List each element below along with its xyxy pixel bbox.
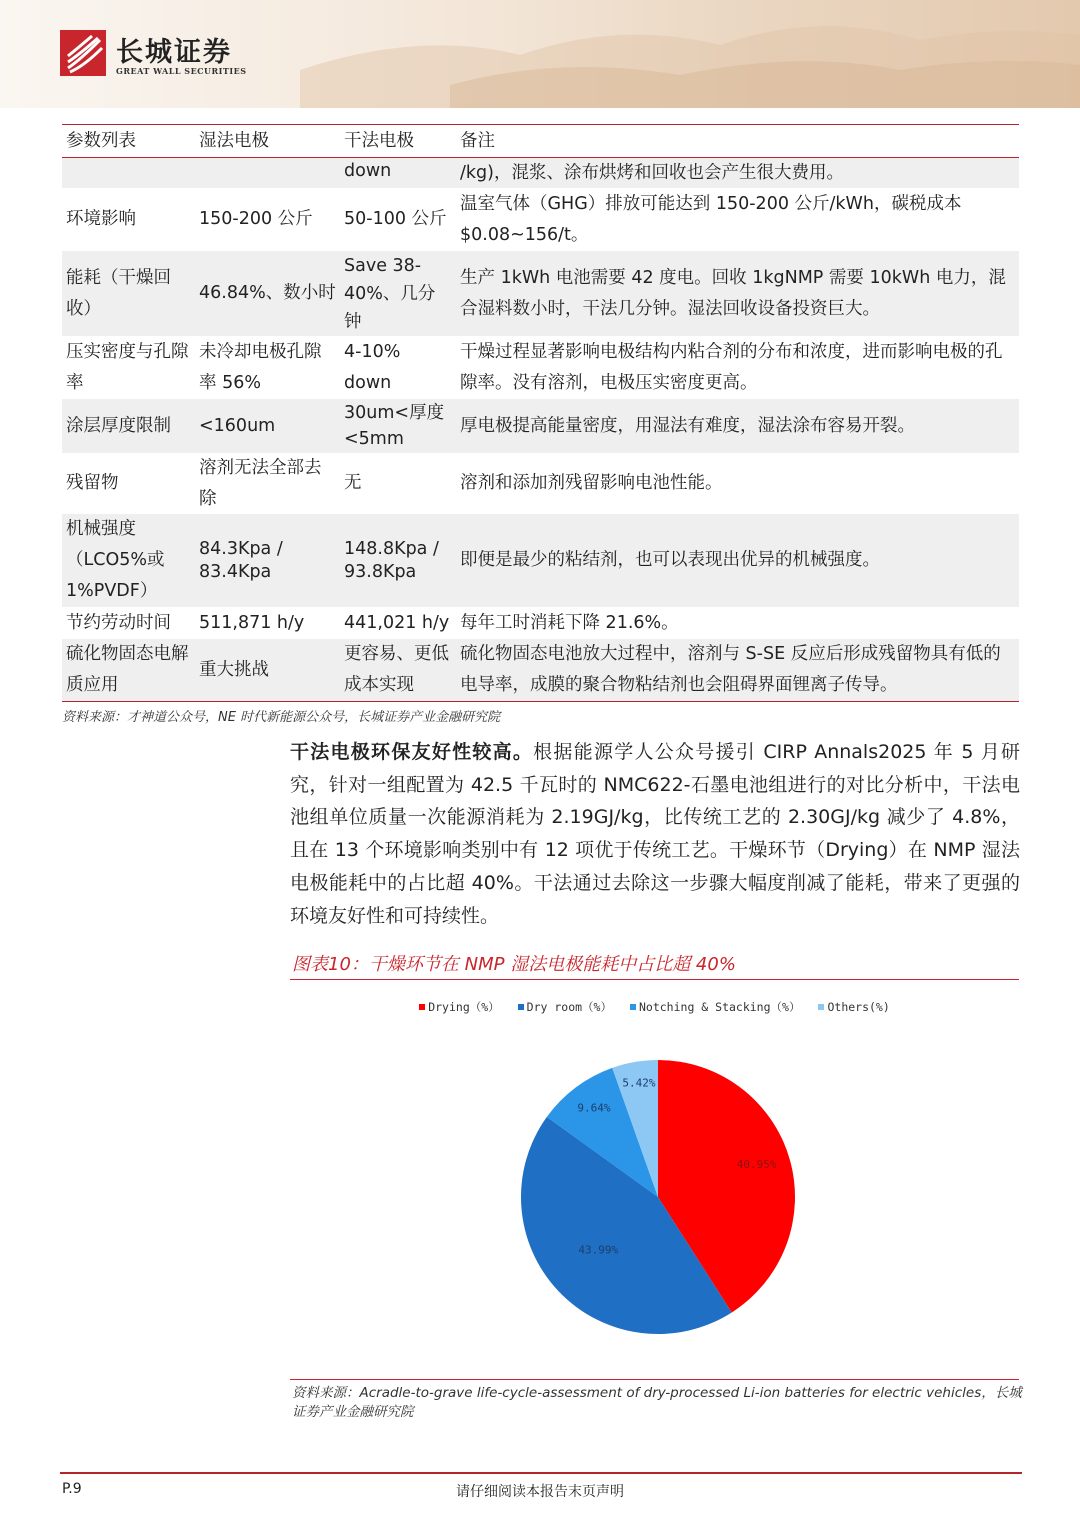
footer-disclaimer: 请仔细阅读本报告末页声明 — [456, 1484, 624, 1500]
legend-item-others — [818, 999, 889, 1015]
table-cell: 84.3Kpa / 83.4Kpa — [199, 538, 283, 582]
table-cell: 能耗（干燥回收） — [66, 267, 171, 319]
table-cell: 残留物 — [66, 473, 119, 493]
legend-swatch — [419, 1004, 425, 1010]
table-row — [62, 399, 1019, 453]
table-cell: 节约劳动时间 — [66, 612, 171, 633]
table-cell: 148.8Kpa / 93.8Kpa — [344, 538, 439, 582]
table-cell: 46.84%、数小时 — [199, 283, 336, 303]
figure-source-note: 资料来源：Acradle-to-grave life-cycle-assessment of dry-processed Li-ion batteries for electric vehicles，长城证券产业金融研究院 — [292, 1385, 1022, 1420]
table-cell: <160um — [199, 415, 276, 436]
table-cell: 机械强度（LCO5%或1%PVDF） — [66, 519, 165, 601]
table-cell: /kg)，混浆、涂布烘烤和回收也会产生很大费用。 — [460, 162, 844, 183]
table-cell: 更容易、更低成本实现 — [344, 644, 449, 695]
legend-label: Others(%) — [827, 1000, 890, 1014]
table-row — [62, 514, 1019, 607]
legend-item-drying — [419, 999, 499, 1015]
page-header — [0, 0, 1080, 108]
table-header-cell: 参数列表 — [66, 130, 136, 151]
company-logo-icon — [60, 30, 106, 76]
legend-swatch — [818, 1004, 824, 1010]
paragraph-text: 根据能源学人公众号援引 CIRP Annals2025 年 5 月研究，针对一组配置为 42.5 千瓦时的 NMC622-石墨电池组进行的对比分析中，干法电池组单位质量一次能源消耗为 2.19GJ/kg，比传统工艺的 2.30GJ/kg 减少了 4.8%，且在 13 个环境影响类别中有 12 项优于传统工艺。干燥环节（Drying）在 NMP 湿法电极能耗中的占比超 40%。干法通过去除这一步骤大幅度削减了能耗，带来了更强的环境友好性和可持续性。 — [290, 741, 1020, 927]
pie-chart — [290, 1020, 1019, 1370]
table-cell: Save 38-40%、几分钟 — [344, 255, 436, 332]
table-cell: 重大挑战 — [199, 659, 269, 680]
table-header-row — [62, 125, 1019, 158]
table-cell: 441,021 h/y — [344, 612, 450, 633]
table-cell: 30um<厚度<5mm — [344, 403, 445, 449]
figure-divider-bottom — [290, 1379, 1019, 1380]
table-cell: 每年工时消耗下降 21.6%。 — [460, 612, 679, 633]
brand-name-en: GREAT WALL SECURITIES — [116, 66, 247, 76]
table-row — [62, 453, 1019, 514]
table-cell: 硫化物固态电解质应用 — [66, 644, 189, 695]
table-row — [62, 158, 1019, 188]
body-paragraph — [290, 736, 1020, 932]
table-source-note: 资料来源：才神道公众号，NE 时代新能源公众号，长城证券产业金融研究院 — [62, 710, 501, 725]
table-cell: 150-200 公斤 — [199, 209, 313, 229]
table-cell: 厚电极提高能量密度，用湿法有难度，湿法涂布容易开裂。 — [460, 415, 915, 436]
table-cell: 溶剂和添加剂残留影响电池性能。 — [460, 473, 723, 493]
table-cell: 干燥过程显著影响电极结构内粘合剂的分布和浓度，进而影响电极的孔隙率。没有溶剂，电极压实密度更高。 — [460, 341, 1003, 393]
legend-label: Dry room（%） — [526, 1000, 612, 1014]
table-cell: 涂层厚度限制 — [66, 415, 171, 436]
legend-item-notching — [630, 999, 800, 1015]
table-row — [62, 607, 1019, 639]
table-cell: 环境影响 — [66, 209, 136, 229]
chart-legend — [290, 999, 1019, 1015]
table-cell: 511,871 h/y — [199, 612, 305, 633]
page-number: P.9 — [62, 1481, 82, 1497]
table-cell: 4-10% down — [344, 341, 401, 393]
table-row — [62, 251, 1019, 336]
comparison-table — [62, 124, 1019, 702]
table-header-cell: 湿法电极 — [199, 130, 269, 151]
table-row — [62, 336, 1019, 399]
table-cell: 温室气体（GHG）排放可能达到 150-200 公斤/kWh，碳税成本 $0.08~156/t。 — [460, 193, 962, 245]
table-cell: down — [344, 161, 392, 181]
paragraph-lead: 干法电极环保友好性较高。 — [290, 741, 534, 763]
table-cell: 未冷却电极孔隙率 56% — [199, 341, 322, 393]
table-cell: 溶剂无法全部去除 — [199, 457, 322, 509]
table-row — [62, 188, 1019, 251]
legend-label: Notching & Stacking（%） — [638, 1000, 801, 1014]
legend-item-dry-room — [518, 999, 612, 1015]
table-row — [62, 639, 1019, 701]
pie-data-label: 40.95% — [736, 1158, 777, 1172]
legend-swatch — [630, 1004, 636, 1010]
legend-label: Drying（%） — [428, 1000, 500, 1014]
figure-divider-top — [290, 979, 1019, 980]
table-header-cell: 干法电极 — [344, 130, 414, 151]
table-cell: 生产 1kWh 电池需要 42 度电。回收 1kgNMP 需要 10kWh 电力，混合湿料数小时，干法几分钟。湿法回收设备投资巨大。 — [460, 267, 1006, 319]
pie-data-label: 43.99% — [578, 1243, 619, 1257]
footer-divider — [60, 1472, 1022, 1474]
pie-data-label: 5.42% — [622, 1076, 656, 1090]
table-cell: 即便是最少的粘结剂，也可以表现出优异的机械强度。 — [460, 550, 880, 570]
table-cell: 压实密度与孔隙率 — [66, 341, 189, 393]
table-cell: 50-100 公斤 — [344, 209, 447, 229]
pie-data-label: 9.64% — [577, 1101, 611, 1115]
table-cell: 硫化物固态电池放大过程中，溶剂与 S-SE 反应后形成残留物具有低的电导率，成膜的聚合物粘结剂也会阻碍界面锂离子传导。 — [460, 644, 1001, 695]
legend-swatch — [518, 1004, 524, 1010]
figure-title: 图表10：干燥环节在 NMP 湿法电极能耗中占比超 40% — [292, 954, 736, 975]
table-header-cell: 备注 — [460, 130, 495, 151]
table-cell: 无 — [344, 473, 362, 493]
brand-name: 长城证券 — [116, 37, 232, 68]
